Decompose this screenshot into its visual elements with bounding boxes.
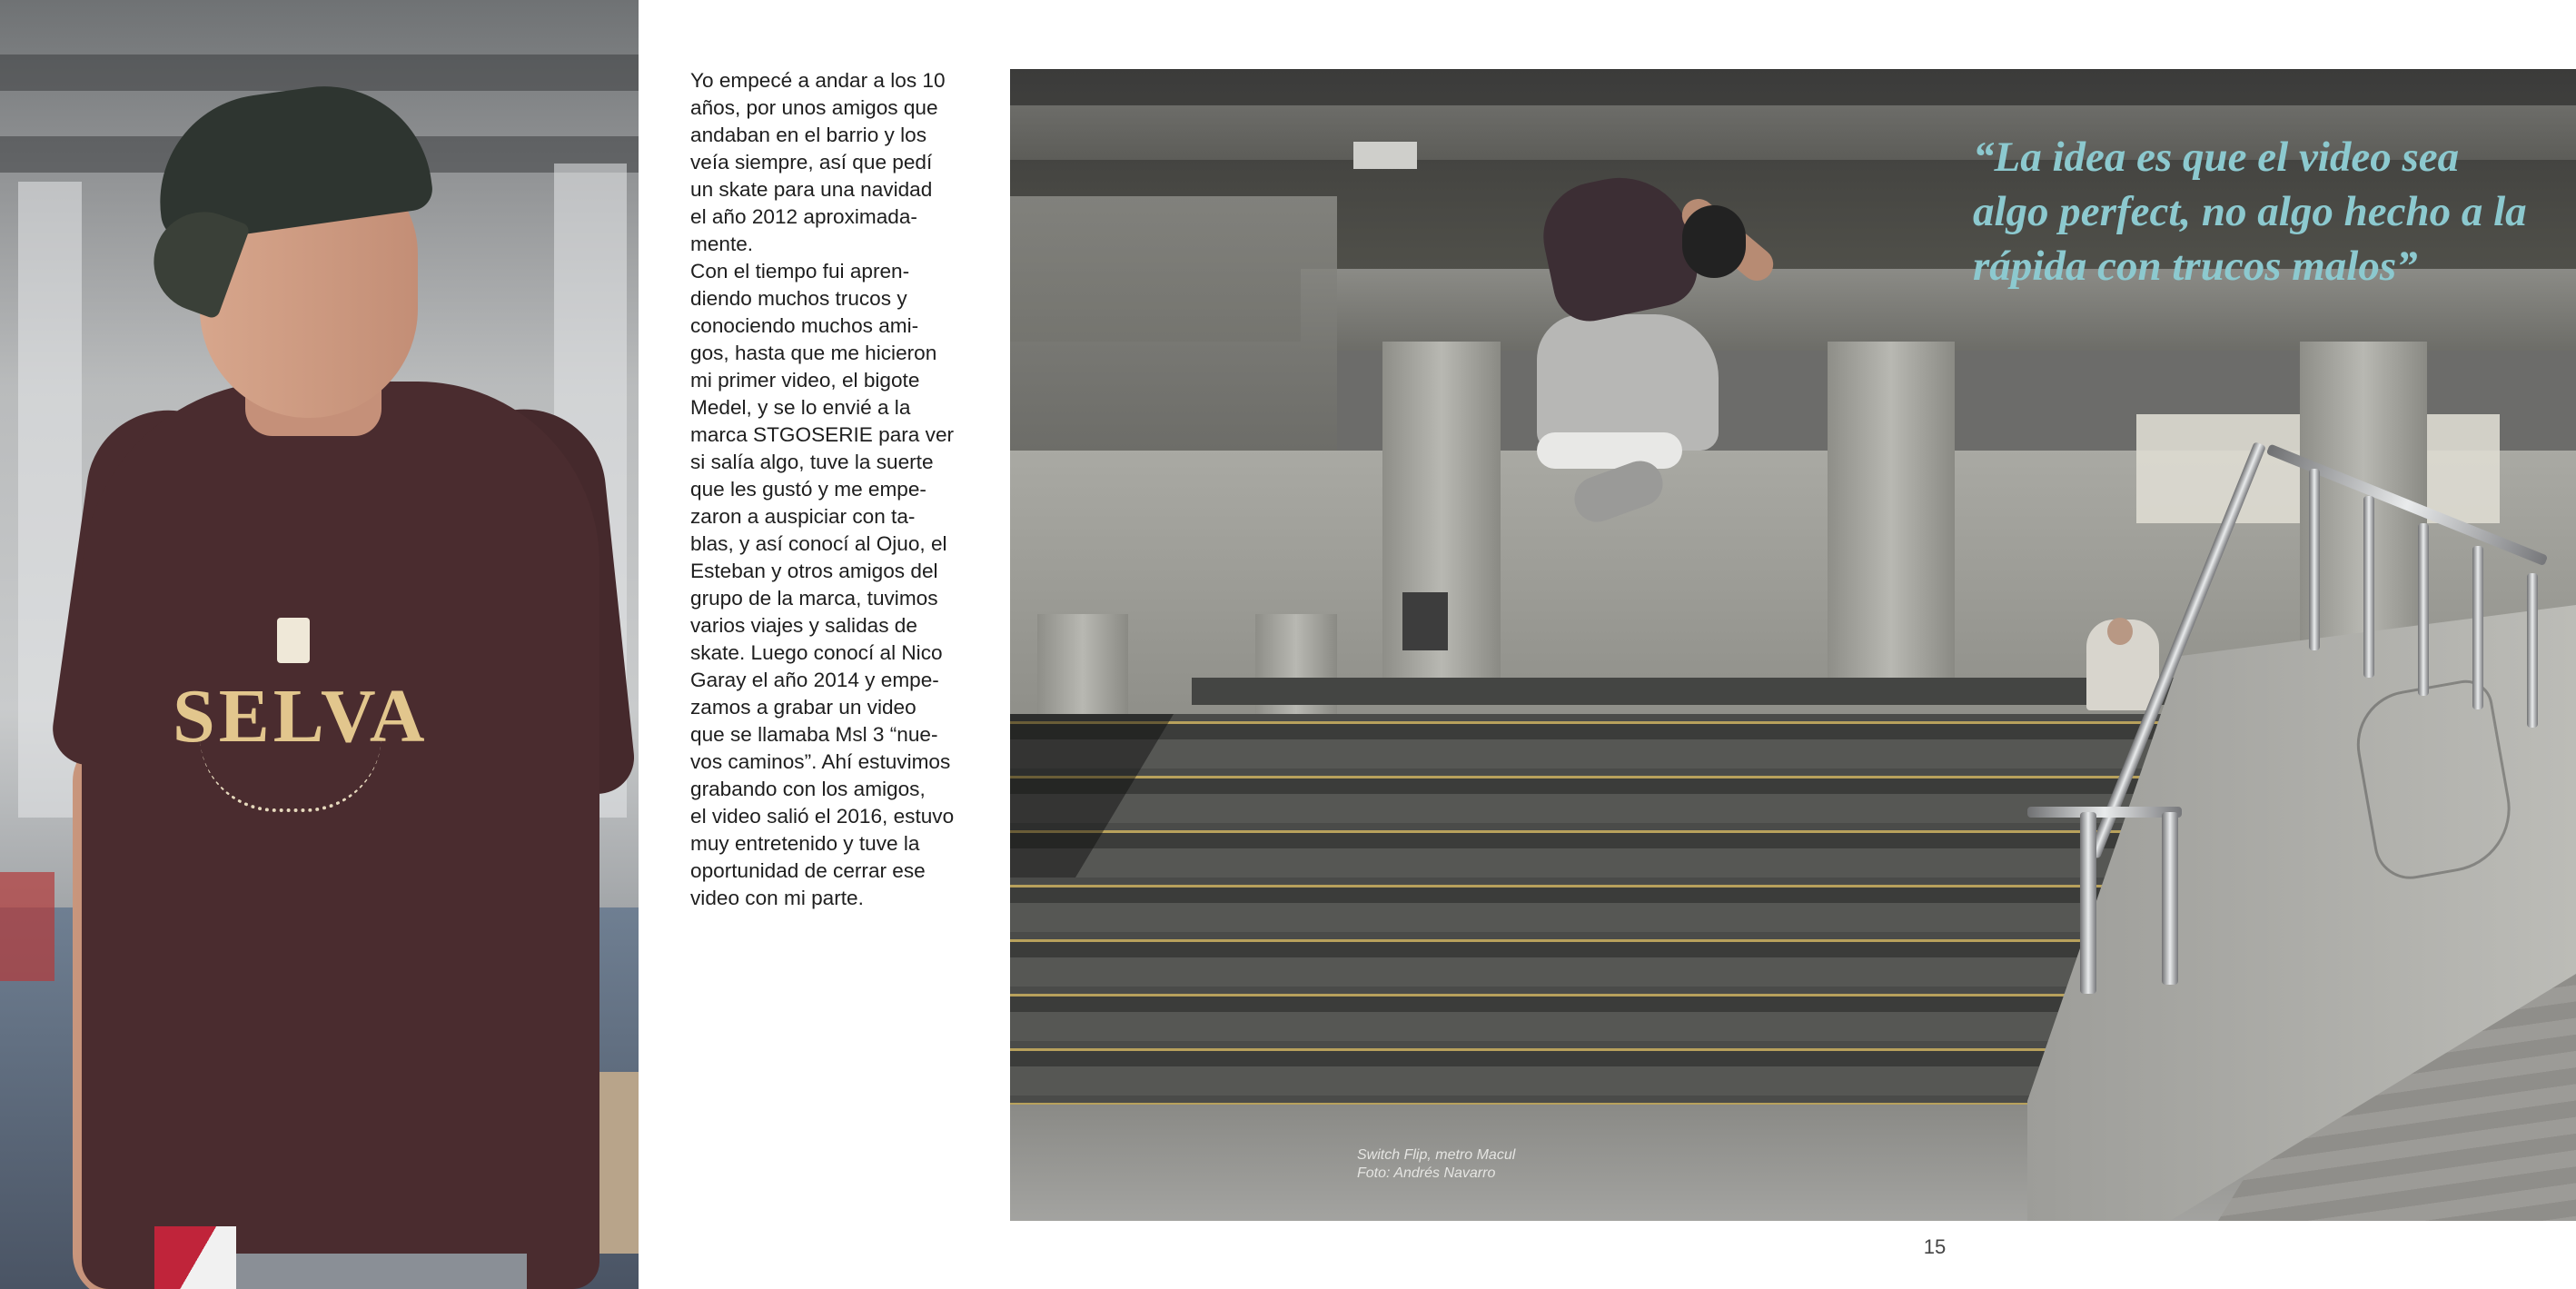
poster: [1402, 592, 1448, 650]
pull-quote: “La idea es que el video sea algo perfect, no algo hecho a la rápida con trucos malos”: [1973, 134, 2527, 290]
caption-credit: Foto: Andrés Navarro: [1357, 1165, 1496, 1181]
caption-trick: Switch Flip, metro Macul: [1357, 1147, 1516, 1163]
article-text: [690, 67, 981, 912]
ceiling-lamp: [1353, 142, 1417, 169]
article-paragraph-2: Con el tiempo fui apren- diendo muchos trucos y conociendo muchos ami- gos, hasta que me hicieron mi primer video, el bigote Medel, y se lo envié a la marca STGOSERIE para ver si salía algo, tuve la suerte que les gustó y me empe- zaron a auspiciar con ta- blas, y así conocí al Ojuo, el Esteban y otros amigos del grupo de la marca, tuvimos varios viajes y salidas de skate. Luego conocí al Nico Garay el año 2014 y empe- zamos a grabar un video que se llamaba Msl 3 “nue- vos caminos”. Ahí estuvimos grabando con los amigos, el video salió el 2016, estuvo muy entretenido y tuve la oportunidad de cerrar ese video con mi parte.: [690, 260, 955, 909]
shirt-logo: [173, 618, 429, 772]
page-number: 15: [1923, 1235, 1947, 1258]
skater-jumping: [1519, 169, 1791, 514]
article-paragraph-1: Yo empecé a andar a los 10 años, por unos amigos que andaban en el barrio y los veía siempre, así que pedí un skate para una navidad el año 2012 aproximada- mente.: [690, 69, 946, 255]
shirt-print: SELVA: [173, 674, 429, 759]
portrait-photo: [0, 0, 639, 1289]
skater-portrait: [54, 82, 636, 1289]
photo-caption: [1357, 1146, 1648, 1183]
